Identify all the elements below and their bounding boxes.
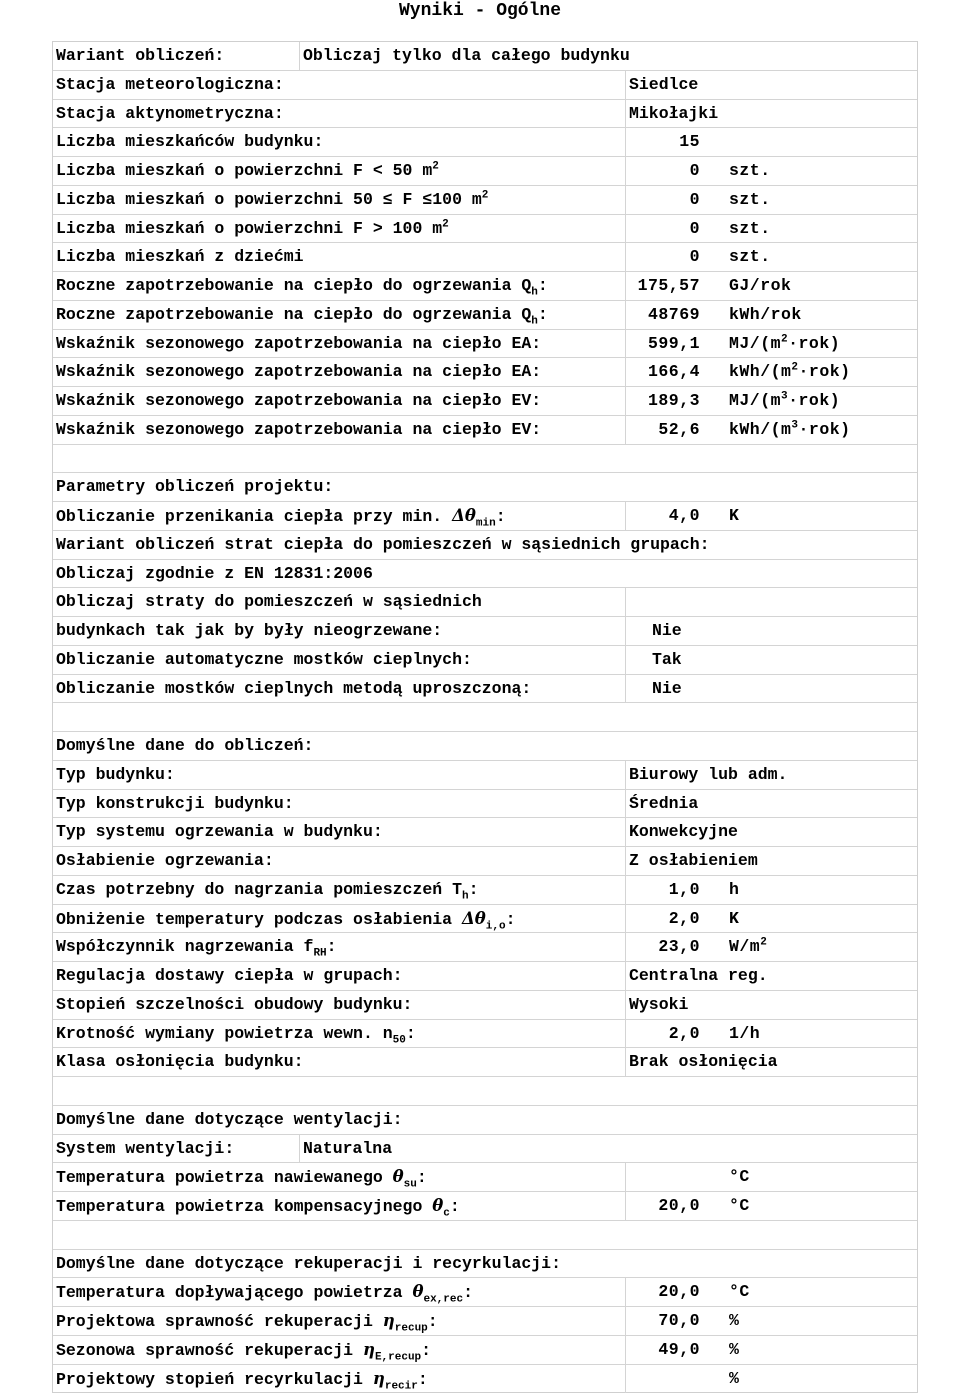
row-mieszkania-dzieci: [53, 243, 917, 272]
dtheta-min-value: 4,0: [668, 506, 700, 525]
mostki-auto-value: Tak: [652, 649, 682, 669]
szczelnosc-value: Wysoki: [629, 994, 689, 1014]
spacer-row: [53, 445, 917, 474]
ev-mj-label: Wskaźnik sezonowego zapotrzebowania na ciepło EV:: [56, 391, 542, 410]
klasa-oslonienia-label: Klasa osłonięcia budynku:: [56, 1052, 304, 1072]
row-typ-konstr: [53, 790, 917, 819]
spacer-row: [53, 1221, 917, 1250]
stacja-akty-label: Stacja aktynometryczna:: [56, 103, 284, 123]
typ-systemu-value: Konwekcyjne: [629, 822, 738, 842]
row-temp-nawiewane: [53, 1163, 917, 1192]
mieszkania-50-100-value: 0: [689, 189, 700, 209]
ev-kwh-unit: kWh/$(m^3\cdot rok)$: [729, 419, 851, 439]
ventilation-section-header: Domyślne dane dotyczące wentylacji:: [56, 1109, 403, 1129]
qh-gj-value: 175,57: [637, 276, 700, 295]
row-ventilation-header: [53, 1106, 917, 1135]
row-system-wentylacji: [53, 1135, 917, 1164]
project-section-header: Parametry obliczeń projektu:: [56, 477, 334, 497]
dtheta-min-unit: K: [729, 506, 740, 525]
row-temp-kompensacyjne: [53, 1192, 917, 1221]
temp-nawiewane-value: [626, 1163, 726, 1191]
temp-doplywajace-value: 20,0: [658, 1282, 700, 1302]
row-sprawnosc-sezonowa: [53, 1336, 917, 1365]
temp-kompensacyjne-unit: °C: [729, 1196, 750, 1215]
mieszkania-lt50-value: 0: [689, 161, 700, 180]
stacja-meteo-value: Siedlce: [629, 74, 699, 94]
qh-kwh-value: 48769: [647, 304, 700, 324]
obnizenie-unit: K: [729, 908, 740, 928]
qh-kwh-unit: kWh/rok: [729, 304, 802, 324]
wariant-value: Obliczaj tylko dla całego budynku: [303, 46, 630, 65]
ea-kwh-label: Wskaźnik sezonowego zapotrzebowania na ciepło EA:: [56, 362, 542, 382]
row-ea-kwh: [53, 358, 917, 387]
ea-mj-value: 599,1: [647, 333, 700, 353]
typ-konstr-label: Typ konstrukcji budynku:: [56, 793, 294, 813]
szczelnosc-label: Stopień szczelności obudowy budynku:: [56, 994, 413, 1014]
ea-kwh-value: 166,4: [647, 362, 700, 382]
temp-kompensacyjne-value: 20,0: [658, 1196, 700, 1215]
mostki-upr-label: Obliczanie mostków cieplnych metodą uproszczoną:: [56, 678, 532, 698]
temp-kompensacyjne-label: Temperatura powietrza kompensacyjnego $\theta_c$:: [56, 1196, 460, 1220]
oslabienie-label: Osłabienie ogrzewania:: [56, 851, 274, 870]
row-straty-2: [53, 617, 917, 646]
mieszkania-dzieci-value: 0: [689, 247, 700, 267]
row-n50: [53, 1020, 917, 1049]
row-oslabienie: [53, 847, 917, 876]
obnizenie-label: Obniżenie temperatury podczas osłabienia $\Delta\theta_{i,o}$:: [56, 908, 516, 932]
norma-label: Obliczaj zgodnie z EN 12831:2006: [56, 563, 373, 583]
frh-value: 23,0: [658, 937, 700, 957]
straty-label-line1: Obliczaj straty do pomieszczeń w sąsiednich: [56, 592, 482, 612]
system-wentylacji-value: Naturalna: [303, 1138, 393, 1158]
row-defaults-header: [53, 732, 917, 761]
typ-konstr-value: Średnia: [629, 793, 699, 813]
frh-label: Współczynnik nagrzewania $f_{RH}$:: [56, 937, 337, 960]
row-qh-gj: [53, 272, 917, 301]
ea-mj-unit: $MJ/(m^2\cdot rok)$: [729, 333, 841, 353]
mieszkancy-value: 15: [679, 132, 700, 152]
obnizenie-value: 2,0: [668, 908, 700, 928]
frh-unit: $W/m^2$: [729, 936, 768, 957]
row-ev-mj: [53, 387, 917, 416]
row-czas-nagrzania: [53, 876, 917, 905]
temp-nawiewane-label: Temperatura powietrza nawiewanego $\theta_{su}$:: [56, 1167, 427, 1191]
wariant-label: Wariant obliczeń:: [56, 46, 225, 65]
qh-kwh-label: Roczne zapotrzebowanie na ciepło do ogrzewania $Q_h$:: [56, 304, 548, 328]
ev-kwh-value: 52,6: [658, 419, 700, 439]
row-wariant-strat: [53, 531, 917, 560]
n50-unit: 1/h: [729, 1023, 761, 1043]
mieszkania-lt50-label: Liczba mieszkań o powierzchni F < 50 $m^2$: [56, 160, 439, 180]
row-frh: [53, 933, 917, 962]
row-recovery-header: [53, 1250, 917, 1279]
mieszkania-gt100-value: 0: [689, 218, 700, 238]
wariant-strat-label: Wariant obliczeń strat ciepła do pomieszczeń w sąsiednich grupach:: [56, 534, 710, 554]
row-mieszkancy: [53, 128, 917, 157]
mostki-auto-label: Obliczanie automatyczne mostków cieplnych:: [56, 649, 472, 669]
czas-nagrzania-unit: h: [729, 879, 740, 899]
results-sheet: [52, 41, 918, 1393]
czas-nagrzania-value: 1,0: [668, 879, 700, 899]
stacja-meteo-label: Stacja meteorologiczna:: [56, 74, 284, 94]
divider: [625, 588, 626, 616]
temp-doplywajace-label: Temperatura dopływającego powietrza $\theta_{ex,rec}$:: [56, 1282, 473, 1306]
qh-gj-unit: GJ/rok: [729, 276, 792, 295]
ea-mj-label: Wskaźnik sezonowego zapotrzebowania na ciepło EA:: [56, 333, 542, 353]
stacja-akty-value: Mikołajki: [629, 103, 719, 123]
row-szczelnosc: [53, 991, 917, 1020]
sprawnosc-sezonowa-value: 49,0: [658, 1339, 700, 1359]
sprawnosc-projektowa-label: Projektowa sprawność rekuperacji $\eta_{recup}$:: [56, 1311, 438, 1335]
mieszkania-50-100-label: Liczba mieszkań o powierzchni 50 ≤ F ≤100 $m^2$: [56, 189, 489, 209]
oslabienie-value: Z osłabieniem: [629, 851, 758, 870]
recovery-section-header: Domyślne dane dotyczące rekuperacji i recyrkulacji:: [56, 1253, 561, 1273]
row-ev-kwh: [53, 416, 917, 445]
temp-doplywajace-unit: °C: [729, 1282, 750, 1302]
stopien-recyrkulacji-unit: %: [729, 1368, 740, 1388]
mieszkania-lt50-unit: szt.: [729, 161, 771, 180]
row-sprawnosc-projektowa: [53, 1307, 917, 1336]
straty-value: Nie: [652, 621, 682, 640]
row-typ-budynku: [53, 761, 917, 790]
row-mieszkania-lt50: [53, 157, 917, 186]
mieszkancy-label: Liczba mieszkańców budynku:: [56, 132, 324, 152]
sprawnosc-sezonowa-unit: %: [729, 1339, 740, 1359]
row-mieszkania-gt100: [53, 215, 917, 244]
spacer-row: [53, 1077, 917, 1106]
ev-mj-unit: $MJ/(m^3\cdot rok)$: [729, 390, 841, 410]
row-temp-doplywajace: [53, 1278, 917, 1307]
sprawnosc-sezonowa-label: Sezonowa sprawność rekuperacji $\eta_{E,recup}$:: [56, 1339, 432, 1364]
mieszkania-50-100-unit: szt.: [729, 189, 771, 209]
row-dtheta-min: [53, 502, 917, 531]
n50-value: 2,0: [668, 1023, 700, 1043]
row-stopien-recyrkulacji: [53, 1365, 917, 1394]
system-wentylacji-label: System wentylacji:: [56, 1138, 235, 1158]
regulacja-value: Centralna reg.: [629, 966, 768, 985]
temp-nawiewane-unit: °C: [729, 1167, 750, 1187]
ev-mj-value: 189,3: [647, 391, 700, 410]
dtheta-min-label: Obliczanie przenikania ciepła przy min. $\Delta\theta_{min}$:: [56, 506, 506, 530]
sprawnosc-projektowa-value: 70,0: [658, 1311, 700, 1330]
stopien-recyrkulacji-value: [626, 1365, 726, 1394]
klasa-oslonienia-value: Brak osłonięcia: [629, 1052, 778, 1072]
ev-kwh-label: Wskaźnik sezonowego zapotrzebowania na ciepło EV:: [56, 419, 542, 439]
row-straty-1: [53, 588, 917, 617]
mieszkania-gt100-label: Liczba mieszkań o powierzchni F > 100 $m^2$: [56, 218, 449, 238]
row-regulacja: [53, 962, 917, 991]
row-mostki-auto: [53, 646, 917, 675]
n50-label: Krotność wymiany powietrza wewn. $n_{50}$:: [56, 1023, 416, 1046]
row-norma: [53, 560, 917, 589]
qh-gj-label: Roczne zapotrzebowanie na ciepło do ogrzewania $Q_h$:: [56, 276, 548, 299]
sprawnosc-projektowa-unit: %: [729, 1311, 740, 1330]
row-stacja-meteo: [53, 71, 917, 100]
spacer-row: [53, 703, 917, 732]
mostki-upr-value: Nie: [652, 678, 682, 698]
row-klasa-oslonienia: [53, 1048, 917, 1077]
defaults-section-header: Domyślne dane do obliczeń:: [56, 736, 314, 755]
row-project-header: [53, 473, 917, 502]
stopien-recyrkulacji-label: Projektowy stopień recyrkulacji $\eta_{recir}$:: [56, 1368, 428, 1392]
czas-nagrzania-label: Czas potrzebny do nagrzania pomieszczeń $T_h$:: [56, 879, 479, 903]
straty-label-line2: budynkach tak jak by były nieogrzewane:: [56, 621, 443, 640]
regulacja-label: Regulacja dostawy ciepła w grupach:: [56, 966, 403, 985]
row-obnizenie: [53, 905, 917, 934]
ea-kwh-unit: kWh/$(m^2\cdot rok)$: [729, 361, 851, 382]
row-wariant: [53, 42, 917, 71]
row-mostki-upr: [53, 675, 917, 704]
row-typ-systemu: [53, 818, 917, 847]
typ-systemu-label: Typ systemu ogrzewania w budynku:: [56, 822, 383, 842]
typ-budynku-label: Typ budynku:: [56, 764, 175, 784]
row-qh-kwh: [53, 301, 917, 330]
row-mieszkania-50-100: [53, 186, 917, 215]
typ-budynku-value: Biurowy lub adm.: [629, 764, 788, 784]
mieszkania-gt100-unit: szt.: [729, 218, 771, 238]
row-ea-mj: [53, 330, 917, 359]
mieszkania-dzieci-unit: szt.: [729, 247, 771, 267]
page-title: Wyniki - Ogólne: [398, 1, 562, 21]
row-stacja-akty: [53, 100, 917, 129]
mieszkania-dzieci-label: Liczba mieszkań z dziećmi: [56, 247, 304, 267]
